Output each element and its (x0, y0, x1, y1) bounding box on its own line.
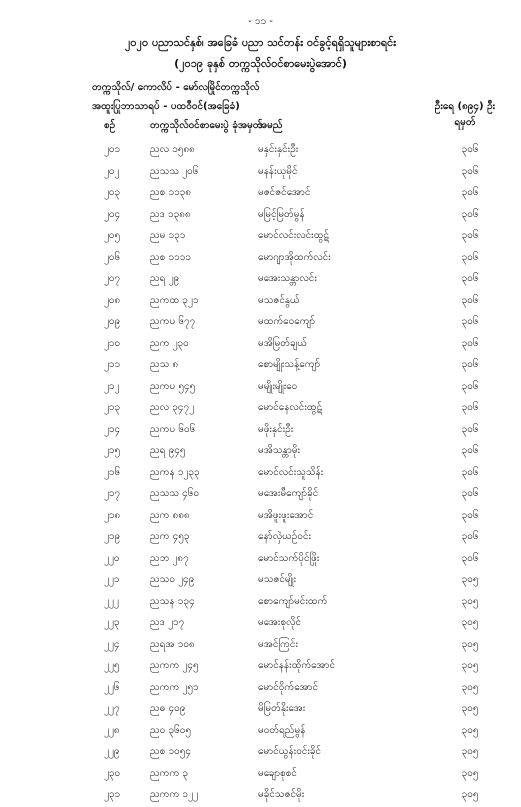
student-name: မခိုင်သဇင်မိုး (258, 789, 305, 800)
student-name: မအိမြတ်ချယ် (258, 337, 307, 349)
score: ၃၀၆ (461, 144, 479, 155)
student-name: မောင်ယွန်းဝင်းခိုင် (258, 746, 322, 757)
serial-number: ၂၃၀ (104, 767, 121, 779)
roll-number: ညကန ၁၂၃၃ (150, 466, 200, 478)
score: ၃၀၆ (461, 488, 479, 499)
roll-number: ညကပ ၆၀၆ (150, 423, 196, 435)
serial-number: ၂၁၆ (104, 466, 121, 478)
table-row (0, 570, 521, 592)
roll-number: ညရအ ၁၀၈ (150, 638, 195, 650)
serial-number: ၂၀၉ (104, 316, 121, 327)
table-row (0, 764, 521, 786)
serial-number: ၂၂၃ (104, 617, 120, 628)
roll-number: ညက ၂၃၀ (150, 337, 189, 349)
roll-number: ညဒ ၁၃၈၈ (150, 208, 191, 220)
score: ၃၀၆ (461, 273, 479, 284)
serial-number: ၂၂၆ (104, 681, 120, 693)
table-row (0, 355, 521, 377)
table-row (0, 721, 521, 743)
student-name: မဇင်ဇင်အောင် (258, 187, 311, 198)
roll-number: ညရ ၉၄၅ (150, 445, 186, 456)
university-line: တက္ကသိုလ်/ ကောလိပ် - မော်လမြိုင်တက္ကသိုလ် (92, 82, 260, 93)
score: ၃၀၆ (461, 531, 479, 542)
serial-number: ၂၂၁ (104, 574, 120, 585)
serial-number: ၂၀၁ (104, 144, 121, 155)
roll-number: ညကက ၁၂၂ (150, 789, 198, 800)
roll-number: ညသ ၈ (150, 359, 179, 370)
score: ၃၀၅ (461, 617, 479, 628)
student-name: မဝတ်ရည်မွန် (258, 724, 306, 736)
score: ၃၀၆ (461, 208, 479, 220)
score: ၃၀၆ (461, 165, 479, 177)
score: ၃၀၆ (461, 466, 479, 478)
student-name: မနန်းယုမိုင် (258, 165, 298, 177)
table-row (0, 463, 521, 485)
table-row (0, 248, 521, 270)
table-row (0, 398, 521, 420)
serial-number: ၂၃၁ (104, 789, 121, 800)
table-row (0, 549, 521, 571)
major-line: အထူးပြုဘာသာရပ် - ပထဝီဝင်(အခြေခံ) (92, 101, 240, 112)
document-title: ၂၀၂၀ ပညာသင်နှစ်၊ အခြေခံ ပညာ သင်တန်း ဝင်ခွင့်ရရှိသူများစာရင်း (124, 36, 397, 49)
serial-number: ၂၁၃ (104, 402, 121, 413)
serial-number: ၂၂၅ (104, 660, 120, 671)
student-name: မောင်လင်းသူသိန်း (258, 466, 324, 478)
serial-number: ၂၁၁ (104, 359, 121, 370)
serial-number: ၂၂၉ (104, 746, 120, 757)
serial-number: ၂၁၇ (104, 488, 121, 499)
score: ၃၀၅ (461, 789, 479, 800)
table-row (0, 656, 521, 678)
serial-number: ၂၁၅ (104, 445, 121, 456)
table-row (0, 291, 521, 313)
student-name: မချောစုစင် (258, 767, 297, 779)
serial-number: ၂၀၈ (104, 294, 121, 306)
serial-number: ၂၁၀ (104, 337, 121, 349)
serial-number: ၂၁၄ (104, 423, 121, 435)
serial-number: ၂၀၃ (104, 187, 121, 198)
roll-number: ညကက ၂၄၅ (150, 660, 199, 671)
serial-number: ၂၂၇ (104, 703, 120, 714)
student-name: မအိသန္တာမိုး (258, 445, 301, 456)
header-roll-number: တက္ကသိုလ်ဝင်စာမေးပွဲ ခုံအမှတ် (150, 120, 263, 131)
score: ၃၀၆ (461, 359, 479, 370)
score: ၃၀၆ (461, 337, 479, 349)
score: ၃၀၆ (461, 230, 479, 241)
table-row (0, 226, 521, 248)
score: ၃၀၅ (461, 660, 479, 671)
student-name: မောင်သက်ပိုင်ဖြိုး (258, 552, 320, 564)
serial-number: ၂၀၇ (104, 273, 121, 284)
score: ၃၀၆ (461, 402, 479, 413)
table-row (0, 205, 521, 227)
student-name: မောင်ဝိုက်အောင် (258, 681, 319, 693)
score: ၃၀၆ (461, 552, 479, 564)
roll-number: ညလ ၃၄၇၂ (150, 402, 195, 413)
score: ၃၀၅ (461, 724, 479, 736)
results-table (0, 140, 521, 807)
roll-number: ညဘ ၂၈၇ (150, 552, 189, 564)
serial-number: ၂၀၆ (104, 251, 121, 263)
score: ၃၀၅ (461, 595, 479, 607)
serial-number: ၂၀၂ (104, 165, 120, 177)
roll-number: ညဓ ၄၀၉ (150, 703, 186, 714)
serial-number: ၂၂၂ (104, 595, 119, 607)
student-name: မောင်နေလင်းထွဋ် (258, 402, 323, 413)
roll-number: ညက ၈၈၈ (150, 509, 190, 521)
table-row (0, 312, 521, 334)
roll-number: ညကပ ၅၄၅ (150, 380, 196, 392)
score-header-label: ရမှတ် (454, 117, 476, 128)
student-name: မအေးစုလိုင် (258, 617, 302, 628)
roll-number: ညမ ၁၃၁ (150, 230, 186, 241)
score: ၃၀၆ (461, 251, 479, 263)
student-name: မထက်ဝေကျော် (258, 316, 316, 327)
student-name: မောင်နန်းထိုက်အောင် (258, 660, 336, 671)
table-row (0, 269, 521, 291)
table-row (0, 785, 521, 807)
table-row (0, 592, 521, 614)
roll-number: ညသသ ၄၆၀ (150, 488, 200, 499)
roll-number: ညစ ၁၁၃၈ (150, 187, 192, 198)
score: ၃၀၆ (461, 316, 479, 327)
score: ၃၀၆ (461, 187, 479, 198)
roll-number: ညသန ၁၃၄ (150, 595, 195, 607)
score: ၃၀၆ (461, 445, 479, 456)
roll-number: ညသဝ ၂၄၉ (150, 574, 195, 585)
roll-number: ညရ ၂၉ (150, 273, 180, 284)
serial-number: ၂၂၀ (104, 552, 120, 564)
student-name: မအိဖူးဖူးအောင် (258, 509, 314, 521)
score-header-count: ဦးရေ (၈၉၄) ဦး (434, 101, 496, 112)
serial-number: ၂၁၂ (104, 380, 120, 392)
roll-number: ညကထ ၃၂၁ (150, 294, 199, 306)
serial-number: ၂၀၅ (104, 230, 121, 241)
table-row (0, 441, 521, 463)
score: ၃၀၆ (461, 294, 479, 306)
student-name: မနှင်းနှင်းဦး (258, 144, 299, 155)
roll-number: ညဝ ၃၆၀၅ (150, 724, 191, 736)
roll-number: ညသသ ၂၀၆ (150, 165, 199, 177)
roll-number: ညကက ၂၅၁ (150, 681, 199, 693)
score: ၃၀၅ (461, 574, 479, 585)
table-row (0, 183, 521, 205)
roll-number: ညစ ၁၁၁၁ (150, 251, 191, 263)
roll-number: ညလ ၁၅၈၈ (150, 144, 195, 155)
score: ၃၀၆ (461, 509, 479, 521)
table-row (0, 635, 521, 657)
student-name: မအင်ကြင်း (258, 638, 298, 650)
table-row (0, 699, 521, 721)
header-serial: စဉ် (104, 120, 116, 131)
serial-number: ၂၁၈ (104, 509, 121, 521)
student-name: မမြင့်မြတ်မွန် (258, 208, 305, 220)
student-name: စောမျိုးသန့်ကျော် (258, 359, 321, 370)
serial-number: ၂၂၄ (104, 638, 120, 650)
score: ၃၀၅ (461, 638, 479, 650)
table-row (0, 613, 521, 635)
student-name: မအေးမီကျော်ခိုင် (258, 488, 319, 499)
score: ၃၀၅ (461, 767, 479, 779)
table-row (0, 420, 521, 442)
score: ၃၀၅ (461, 703, 479, 714)
student-name: စောကျော်မင်းထက် (258, 595, 328, 607)
score: ၃၀၅ (461, 746, 479, 757)
serial-number: ၂၂၈ (104, 724, 120, 736)
student-name: မသဇင်နွယ် (258, 294, 300, 306)
roll-number: ညစ ၁၀၅၄ (150, 746, 191, 757)
student-name: မဖိုးနှင်းဦး (258, 423, 294, 435)
page-number: - ၁၁ - (248, 16, 273, 27)
table-row (0, 506, 521, 528)
score: ၃၀၆ (461, 423, 479, 435)
score: ၃၀၅ (461, 681, 479, 693)
serial-number: ၂၁၉ (104, 531, 121, 542)
table-row (0, 678, 521, 700)
student-name: နော်လှဲယဉ်ဝင်း (258, 531, 312, 542)
student-name: မောဂျာအိုထက်လင်း (258, 251, 331, 263)
serial-number: ၂၀၄ (104, 208, 121, 220)
table-row (0, 742, 521, 764)
table-row (0, 484, 521, 506)
roll-number: ညကပ ၆၇၇ (150, 316, 196, 327)
student-name: မအေးသန္တာလင်း (258, 273, 317, 284)
table-row (0, 377, 521, 399)
student-name: မိမြတ်နိုးအေး (258, 703, 306, 714)
student-name: မမျိုးမျိုးဝေ (258, 380, 298, 392)
student-name: မသဇင်မျိုး (258, 574, 297, 585)
table-row (0, 162, 521, 184)
student-name: မောင်လင်းလင်းထွဋ် (258, 230, 329, 241)
document-subtitle: (၂၀၁၉ ခုနှစ် တက္ကသိုလ်ဝင်စာမေးပွဲအောင်) (174, 57, 347, 70)
table-row (0, 140, 521, 162)
table-row (0, 334, 521, 356)
roll-number: ညကက ၃ (150, 767, 189, 779)
header-name: အမည် (258, 120, 283, 131)
roll-number: ညဒ ၂၁၇ (150, 617, 185, 628)
score: ၃၀၆ (461, 380, 479, 392)
table-row (0, 527, 521, 549)
roll-number: ညက ၄၅၃ (150, 531, 190, 542)
